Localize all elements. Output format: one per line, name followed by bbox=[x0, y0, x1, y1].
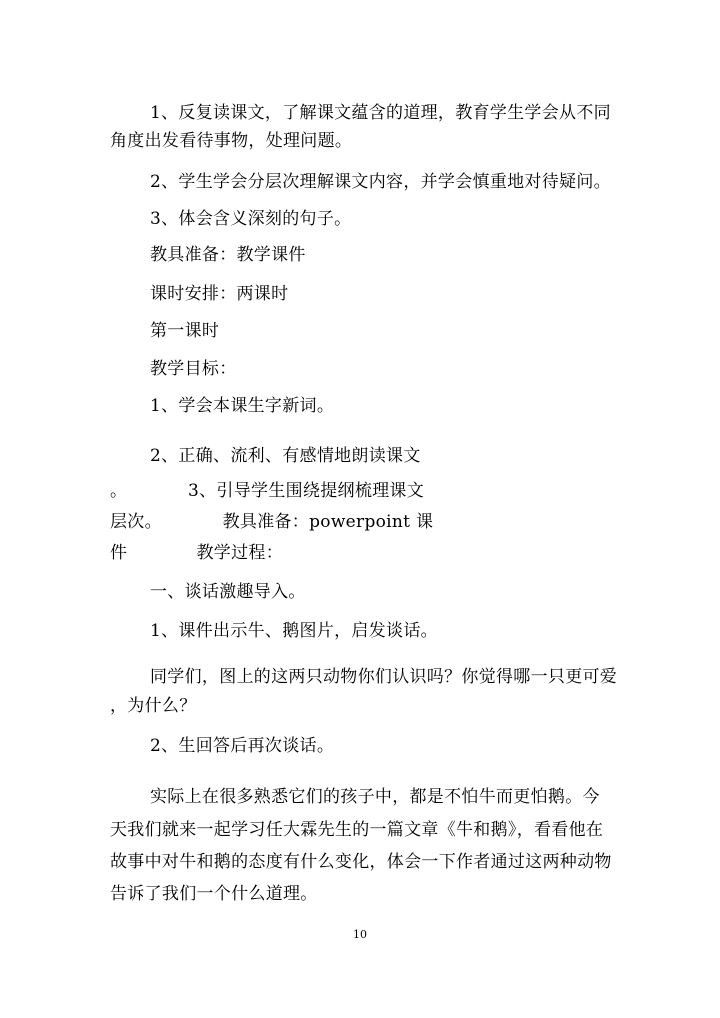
text-line: 实际上在很多熟悉它们的孩子中，都是不怕牛而更怕鹅。今 bbox=[150, 787, 600, 807]
text-line: 。 3、引导学生围绕提纲梳理课文 bbox=[110, 481, 425, 501]
text-line: 1、课件出示牛、鹅图片，启发谈话。 bbox=[150, 621, 438, 641]
text-line: 2、学生学会分层次理解课文内容，并学会慎重地对待疑问。 bbox=[150, 172, 611, 192]
text-line: 1、反复读课文，了解课文蕴含的道理，教育学生学会从不同 bbox=[150, 103, 611, 123]
text-line: 故事中对牛和鹅的态度有什么变化，体会一下作者通过这两种动物 bbox=[110, 852, 612, 872]
text-line: ，为什么？ bbox=[110, 696, 197, 716]
text-line: 课时安排：两课时 bbox=[150, 284, 289, 304]
text-line: 教学目标： bbox=[150, 359, 237, 379]
text-line: 3、体会含义深刻的句子。 bbox=[150, 209, 352, 229]
text-line: 同学们，图上的这两只动物你们认识吗？你觉得哪一只更可爱 bbox=[150, 667, 618, 687]
text-line: 第一课时 bbox=[150, 321, 220, 341]
text-line: 1、学会本课生字新词。 bbox=[150, 396, 335, 416]
text-line: 角度出发看待事物，处理问题。 bbox=[110, 131, 353, 151]
text-line: 一、谈话激趣导入。 bbox=[150, 582, 306, 602]
text-line: 2、生回答后再次谈话。 bbox=[150, 736, 335, 756]
text-line: 件 教学过程： bbox=[110, 543, 283, 563]
text-line: 2、正确、流利、有感情地朗读课文 bbox=[150, 446, 421, 466]
text-line: 教具准备：教学课件 bbox=[150, 245, 306, 265]
text-line: 告诉了我们一个什么道理。 bbox=[110, 884, 318, 904]
text-line: 层次。 教具准备：powerpoint 课 bbox=[110, 512, 434, 532]
page-number: 10 bbox=[353, 928, 367, 941]
text-line: 天我们就来一起学习任大霖先生的一篇文章《牛和鹅》，看看他在 bbox=[110, 820, 604, 840]
